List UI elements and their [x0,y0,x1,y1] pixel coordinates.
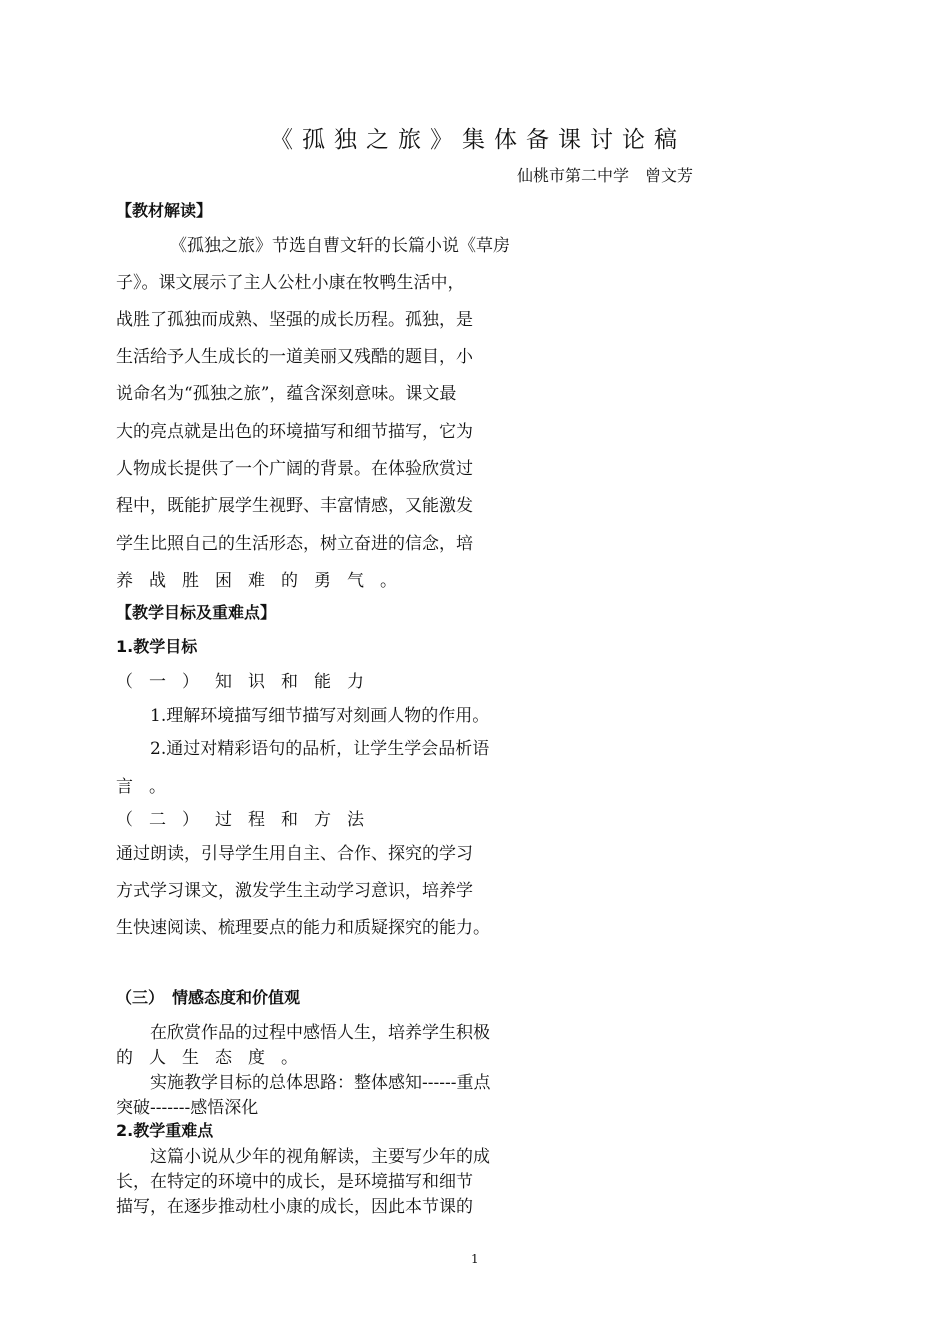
paragraph-line: 通过朗读，引导学生用自主、合作、探究的学习 [116,844,473,864]
paragraph-line: 长，在特定的环境中的成长，是环境描写和细节 [116,1172,473,1192]
goal-item: 1.理解环境描写细节描写对刻画人物的作用。 [150,706,490,726]
paragraph-line: 人物成长提供了一个广阔的背景。在体验欣赏过 [116,459,473,479]
goal-heading-process: （二）过程和方法 [116,810,380,830]
paragraph-line: 描写，在逐步推动杜小康的成长，因此本节课的 [116,1197,473,1217]
subheading-teaching-goals: 1.教学目标 [116,637,198,656]
author-byline: 仙桃市第二中学 曾文芳 [517,166,694,185]
paragraph-line: 战胜了孤独而成熟、坚强的成长历程。孤独，是 [116,310,473,330]
subheading-key-points: 2.教学重难点 [116,1121,214,1140]
page-title: 《孤独之旅》集体备课讨论稿 [270,127,686,153]
paragraph-line: 养战胜困难的勇气。 [116,571,413,591]
goal-item: 言。 [116,777,182,797]
paragraph-line: 生快速阅读、梳理要点的能力和质疑探究的能力。 [116,918,490,938]
paragraph-line: 的人生态度。 [116,1048,314,1068]
paragraph-line: 《孤独之旅》节选自曹文轩的长篇小说《草房 [170,236,510,256]
paragraph-line: 突破-------感悟深化 [116,1098,259,1118]
section-heading-goals: 【教学目标及重难点】 [116,603,277,622]
paragraph-line: 说命名为“孤独之旅”，蕴含深刻意味。课文最 [116,384,457,404]
paragraph-line: 学生比照自己的生活形态，树立奋进的信念，培 [116,534,473,554]
paragraph-line: 程中，既能扩展学生视野、丰富情感，又能激发 [116,496,473,516]
paragraph-line: 子》。课文展示了主人公杜小康在牧鸭生活中， [116,273,465,293]
section-heading-textbook: 【教材解读】 [116,201,213,220]
goal-heading-knowledge: （一）知识和能力 [116,672,380,692]
goal-heading-values: （三） 情感态度和价值观 [116,988,301,1007]
goal-item: 2.通过对精彩语句的品析，让学生学会品析语 [150,739,490,759]
paragraph-line: 方式学习课文，激发学生主动学习意识，培养学 [116,881,473,901]
paragraph-line: 在欣赏作品的过程中感悟人生，培养学生积极 [150,1023,490,1043]
page-number: 1 [471,1252,479,1266]
paragraph-line: 这篇小说从少年的视角解读，主要写少年的成 [150,1147,490,1167]
paragraph-line: 实施教学目标的总体思路：整体感知------重点 [150,1073,491,1093]
paragraph-line: 生活给予人生成长的一道美丽又残酷的题目，小 [116,347,473,367]
paragraph-line: 大的亮点就是出色的环境描写和细节描写，它为 [116,422,473,442]
